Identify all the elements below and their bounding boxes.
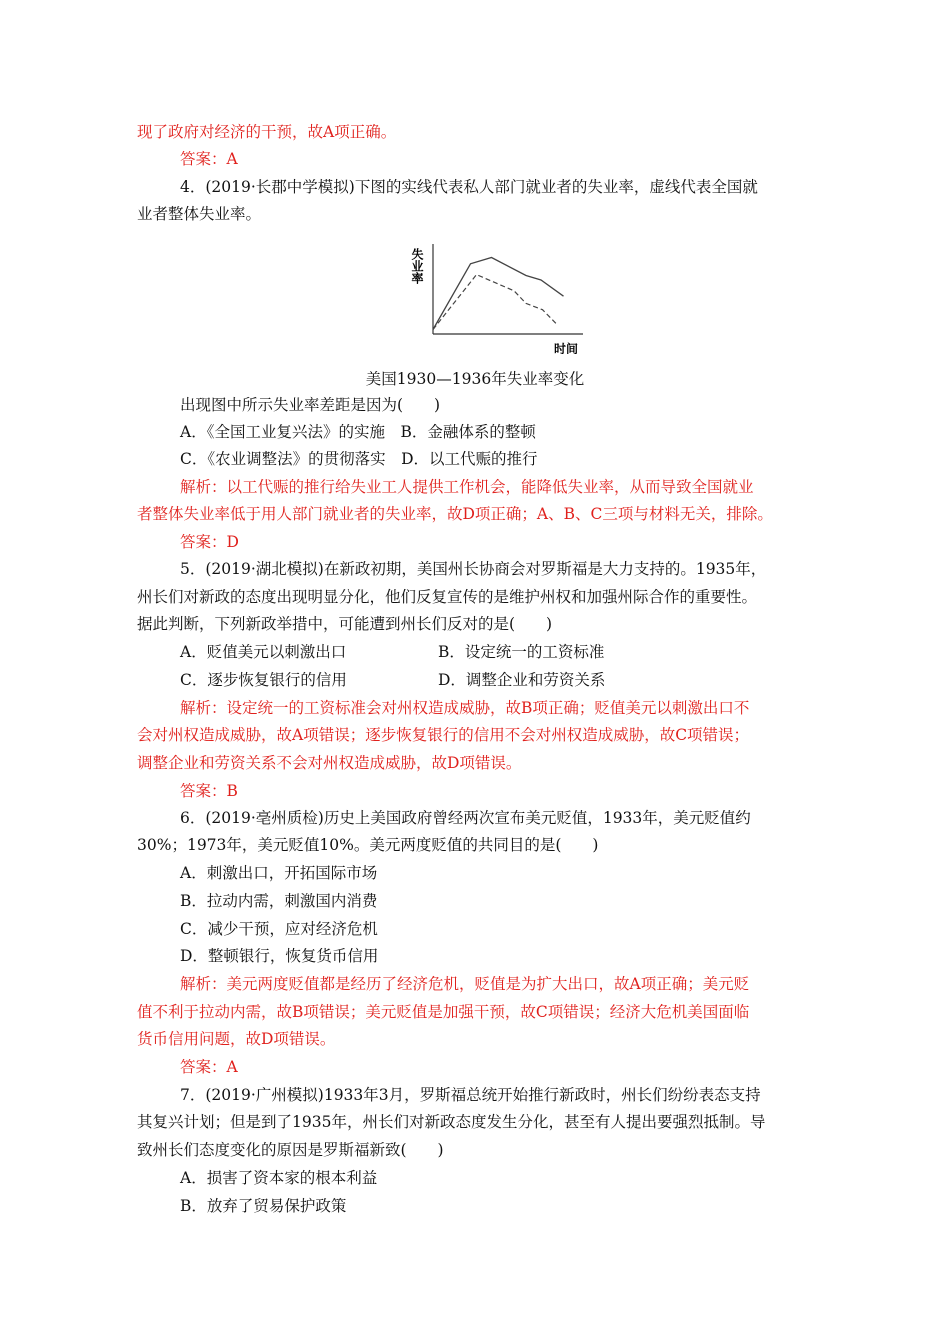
option-b: B．放弃了贸易保护政策 (180, 1197, 347, 1215)
private-sector-line (433, 258, 564, 330)
figure-caption: 美国1930—1936年失业率变化 (365, 370, 585, 388)
answer-line: 答案：A (180, 150, 238, 168)
question-4-stem: 4．(2019·长郡中学模拟)下图的实线代表私人部门就业者的失业率，虚线代表全国就 (180, 178, 758, 196)
question-4-prompt: 出现图中所示失业率差距是因为( ) (180, 396, 441, 414)
national-line (433, 275, 558, 330)
option-d: D．调整企业和劳资关系 (438, 671, 606, 689)
explanation-line: 调整企业和劳资关系不会对州权造成威胁，故D项错误。 (137, 754, 522, 772)
answer-line: 答案：B (180, 782, 238, 800)
option-a: A．刺激出口，开拓国际市场 (180, 864, 378, 882)
question-4-stem-cont: 业者整体失业率。 (137, 205, 262, 223)
question-5-stem: 5．(2019·湖北模拟)在新政初期，美国州长协商会对罗斯福是大力支持的。1935年， (180, 560, 767, 578)
y-axis-label: 失业率 (410, 248, 424, 284)
options-ab: A．《全国工业复兴法》的实施 B．金融体系的整顿 (180, 423, 536, 441)
question-7-stem-cont: 致州长们态度变化的原因是罗斯福新致( ) (137, 1141, 444, 1159)
explanation-line: 解析：以工代赈的推行给失业工人提供工作机会，能降低失业率，从而导致全国就业 (180, 478, 754, 496)
answer-line: 答案：A (180, 1058, 238, 1076)
x-axis-label: 时间 (554, 342, 579, 354)
explanation-line: 解析：美元两度贬值都是经历了经济危机，贬值是为扩大出口，故A项正确；美元贬 (180, 975, 750, 993)
explanation-line: 货币信用问题，故D项错误。 (137, 1030, 336, 1048)
option-c: C．逐步恢复银行的信用 (180, 671, 347, 689)
unemployment-chart (408, 232, 588, 354)
explanation-line: 会对州权造成威胁，故A项错误；逐步恢复银行的信用不会对州权造成威胁，故C项错误； (137, 726, 750, 744)
question-7-stem-cont: 其复兴计划；但是到了1935年，州长们对新政态度发生分化，甚至有人提出要强烈抵制。导 (137, 1113, 766, 1131)
explanation-line: 解析：设定统一的工资标准会对州权造成威胁，故B项正确；贬值美元以刺激出口不 (180, 699, 750, 717)
question-5-stem-cont: 据此判断，下列新政举措中，可能遭到州长们反对的是( ) (137, 615, 553, 633)
option-d: D．整顿银行，恢复货币信用 (180, 947, 379, 965)
question-6-stem-cont: 30%；1973年，美元贬值10%。美元两度贬值的共同目的是( ) (137, 836, 599, 854)
explanation-line: 值不利于拉动内需，故B项错误；美元贬值是加强干预，故C项错误；经济大危机美国面临 (137, 1003, 750, 1021)
option-c: C．减少干预，应对经济危机 (180, 920, 378, 938)
options-ab (180, 642, 604, 662)
explanation-line: 者整体失业率低于用人部门就业者的失业率，故D项正确；A、B、C三项与材料无关，排除。 (137, 505, 773, 523)
answer-line: 答案：D (180, 533, 239, 551)
question-6-stem: 6．(2019·亳州质检)历史上美国政府曾经两次宣布美元贬值，1933年，美元贬值约 (180, 809, 751, 827)
option-b: B．设定统一的工资标准 (438, 643, 605, 661)
options-cd: C．《农业调整法》的贯彻落实 D．以工代赈的推行 (180, 450, 538, 468)
paragraph-line: 现了政府对经济的干预，故A项正确。 (137, 123, 397, 141)
question-7-stem: 7．(2019·广州模拟)1933年3月，罗斯福总统开始推行新政时，州长们纷纷表态支持 (180, 1086, 761, 1104)
option-a: A．损害了资本家的根本利益 (180, 1169, 378, 1187)
option-a: A．贬值美元以刺激出口 (180, 643, 347, 661)
question-5-stem-cont: 州长们对新政的态度出现明显分化，他们反复宣传的是维护州权和加强州际合作的重要性。 (137, 588, 758, 606)
options-cd (180, 670, 605, 690)
option-b: B．拉动内需，刺激国内消费 (180, 892, 378, 910)
